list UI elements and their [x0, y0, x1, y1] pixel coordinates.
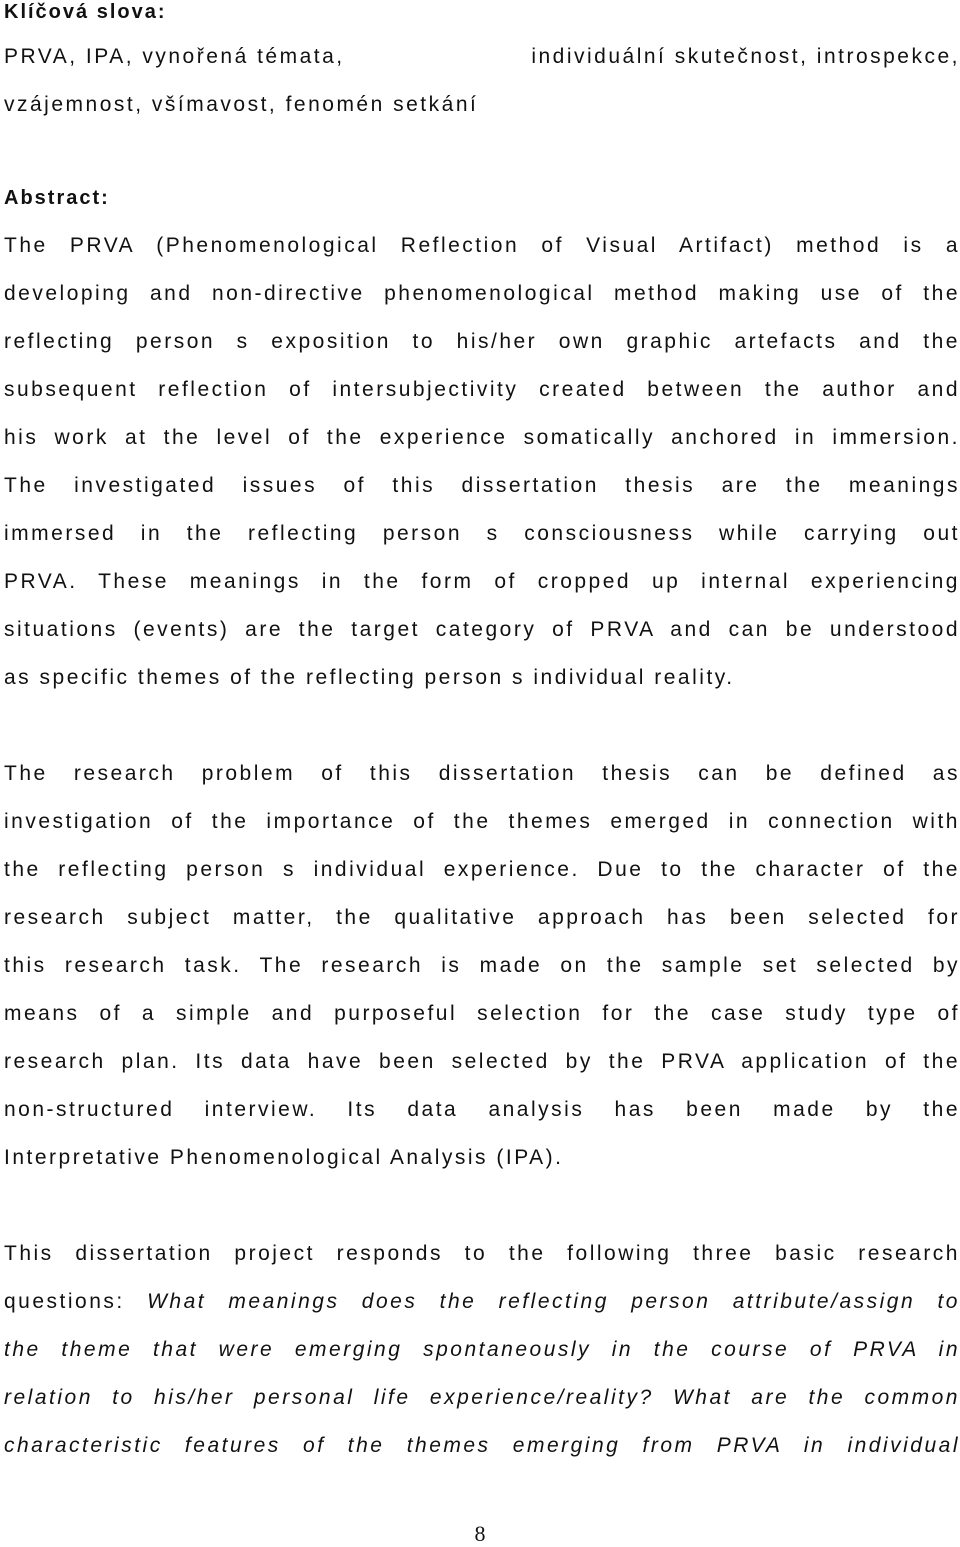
paragraph-1-line: situations (events) are the target category of PRVA and can be understood — [4, 618, 960, 641]
page-number: 8 — [474, 1521, 486, 1546]
paragraph-3-line: This dissertation project responds to the following three basic research — [4, 1242, 960, 1265]
paragraph-1-line: PRVA. These meanings in the form of cropped up internal experiencing — [4, 570, 960, 593]
paragraph-1-line: reflecting person s exposition to his/her own graphic artefacts and the — [4, 330, 960, 353]
keywords-line-1-right: individuální skutečnost, introspekce, — [531, 45, 960, 68]
paragraph-2-line: means of a simple and purposeful selection for the case study type of — [4, 1002, 960, 1025]
paragraph-3-line-2-plain: questions: — [4, 1290, 148, 1313]
paragraph-3-line — [4, 1289, 960, 1315]
keywords-line-2: vzájemnost, všímavost, fenomén setkání — [4, 93, 479, 116]
paragraph-1-line: The investigated issues of this dissertation thesis are the meanings — [4, 474, 960, 497]
paragraph-2-line: non-structured interview. Its data analysis has been made by the — [4, 1098, 960, 1121]
paragraph-2-line: the reflecting person s individual experience. Due to the character of the — [4, 858, 960, 881]
paragraph-3-line: the theme that were emerging spontaneously in the course of PRVA in — [4, 1338, 960, 1361]
paragraph-1-line: developing and non-directive phenomenological method making use of the — [4, 282, 960, 305]
paragraph-1-line: as specific themes of the reflecting person s individual reality. — [4, 666, 735, 689]
keywords-heading: Klíčová slova: — [4, 1, 167, 23]
paragraph-1-line: subsequent reflection of intersubjectivity created between the author and — [4, 378, 960, 401]
paragraph-1-line: The PRVA (Phenomenological Reflection of Visual Artifact) method is a — [4, 234, 960, 257]
paragraph-3-line: characteristic features of the themes emerging from PRVA in individual — [4, 1434, 960, 1457]
paragraph-2-line: Interpretative Phenomenological Analysis (IPA). — [4, 1146, 564, 1169]
paragraph-2-line: research plan. Its data have been selected by the PRVA application of the — [4, 1050, 960, 1073]
paragraph-2-line: this research task. The research is made on the sample set selected by — [4, 954, 960, 977]
paragraph-2-line: The research problem of this dissertation thesis can be defined as — [4, 762, 960, 785]
paragraph-1-line: his work at the level of the experience somatically anchored in immersion. — [4, 426, 960, 449]
paragraph-3-line: relation to his/her personal life experience/reality? What are the common — [4, 1386, 960, 1409]
paragraph-3-line-2-italic: What meanings does the reflecting person attribute/assign to — [147, 1290, 960, 1313]
paragraph-2-line: investigation of the importance of the themes emerged in connection with — [4, 810, 960, 833]
keywords-line-1-left: PRVA, IPA, vynořená témata, — [4, 45, 345, 68]
paragraph-1-line: immersed in the reflecting person s consciousness while carrying out — [4, 522, 960, 545]
paragraph-2-line: research subject matter, the qualitative approach has been selected for — [4, 906, 960, 929]
abstract-heading: Abstract: — [4, 187, 110, 209]
